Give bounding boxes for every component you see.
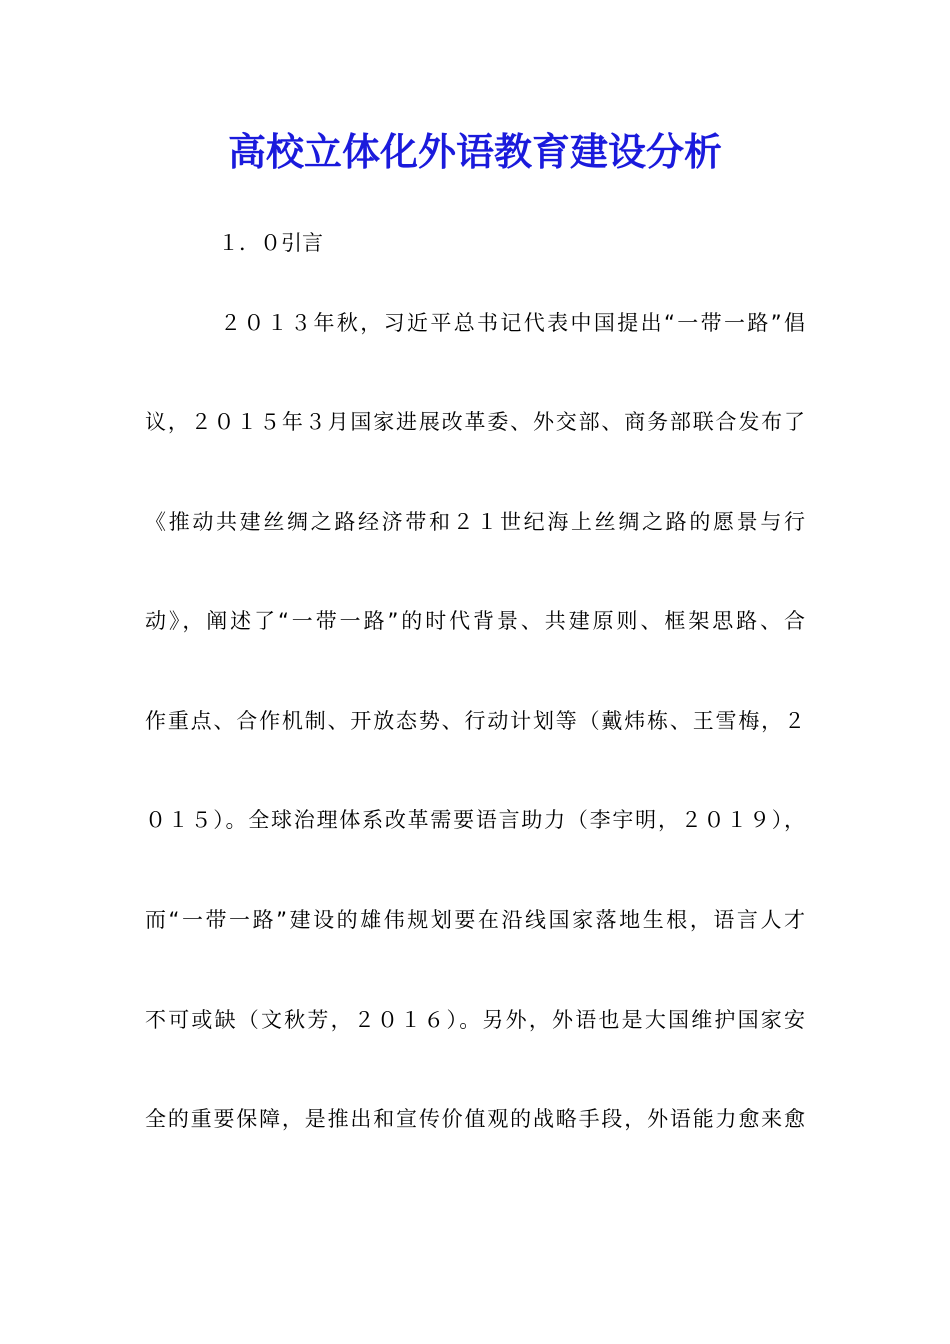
section-heading: １．０引言 [218,231,323,255]
document-title: 高校立体化外语教育建设分析 [227,129,722,174]
paragraph-line: ０１５）。全球治理体系改革需要语言助力（李宇明，２０１９）， [145,808,805,832]
paragraph-line: 动》，阐述了“一带一路”的时代背景、共建原则、框架思路、合 [145,609,805,633]
paragraph-line: 而“一带一路”建设的雄伟规划要在沿线国家落地生根，语言人才 [145,908,805,932]
paragraph-line: 议，２０１５年３月国家进展改革委、外交部、商务部联合发布了 [145,410,805,434]
paragraph-line: 《推动共建丝绸之路经济带和２１世纪海上丝绸之路的愿景与行 [145,510,805,534]
paragraph-line: ２０１３年秋，习近平总书记代表中国提出“一带一路”倡 [220,311,805,335]
paragraph-line: 不可或缺（文秋芳，２０１６）。另外，外语也是大国维护国家安 [145,1008,805,1032]
paragraph-line: 作重点、合作机制、开放态势、行动计划等（戴炜栋、王雪梅，２ [145,709,805,733]
paragraph-line: 全的重要保障，是推出和宣传价值观的战略手段，外语能力愈来愈 [145,1107,805,1131]
